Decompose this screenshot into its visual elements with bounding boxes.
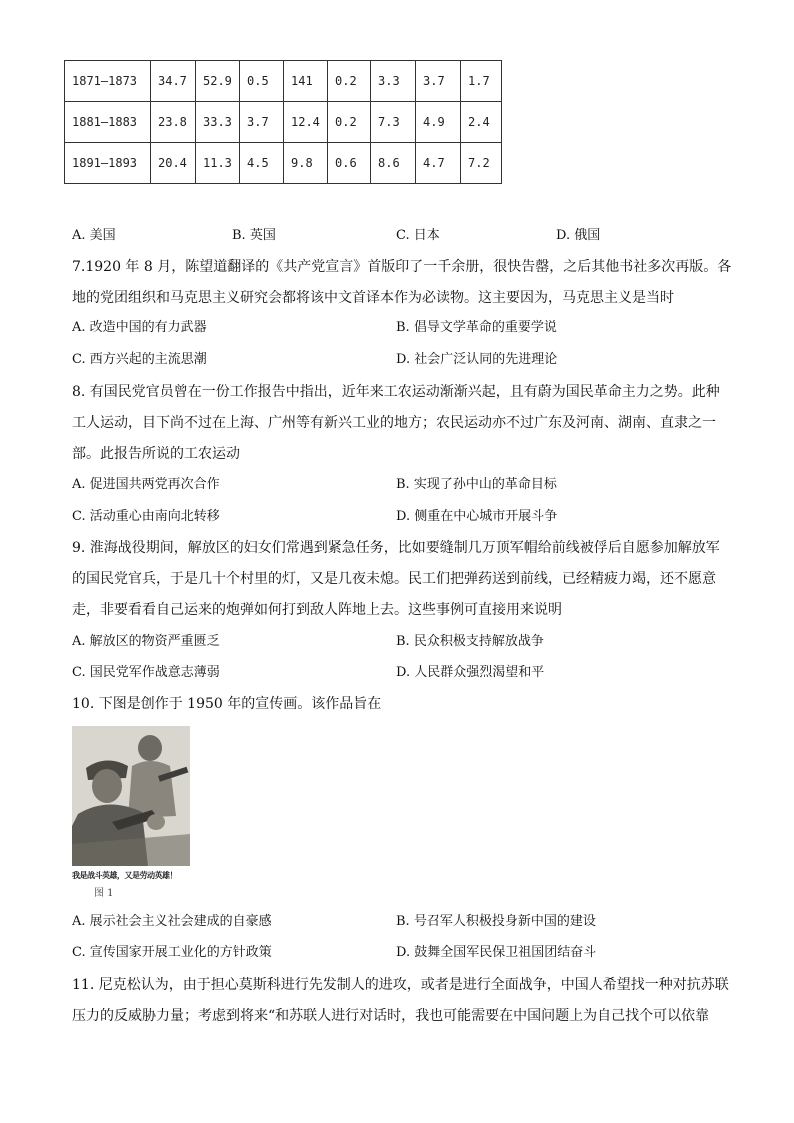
table-cell: 1.7	[461, 61, 502, 102]
table-cell: 1871—1873	[65, 61, 151, 102]
q6-option-b: B. 英国	[232, 228, 276, 243]
q8-option-a: A. 促进国共两党再次合作	[72, 477, 220, 492]
q7-stem-line: 7.1920 年 8 月，陈望道翻译的《共产党宣言》首版印了一千余册，很快告罄，之后其他书社多次再版。各	[72, 259, 732, 275]
q9-option-d: D. 人民群众强烈渴望和平	[396, 665, 545, 680]
q11-stem-line: 11. 尼克松认为，由于担心莫斯科进行先发制人的进攻，或者是进行全面战争，中国人希望找一种对抗苏联	[72, 977, 729, 993]
table-cell: 8.6	[371, 143, 416, 184]
q6-option-d: D. 俄国	[556, 228, 601, 243]
table-cell: 12.4	[284, 102, 328, 143]
table-cell: 1891—1893	[65, 143, 151, 184]
table-cell: 7.2	[461, 143, 502, 184]
q9-stem-line: 的国民党官兵，于是几十个村里的灯，又是几夜未熄。民工们把弹药送到前线，已经精疲力竭，还不愿意	[72, 571, 716, 587]
table-cell: 20.4	[151, 143, 196, 184]
q8-stem-line: 工人运动，目下尚不过在上海、广州等有新兴工业的地方；农民运动亦不过广东及河南、湖南、直隶之一	[72, 415, 716, 431]
q6-option-a: A. 美国	[72, 228, 116, 243]
table-cell: 4.7	[416, 143, 461, 184]
table-cell: 3.7	[416, 61, 461, 102]
table-cell: 33.3	[196, 102, 240, 143]
q10-option-c: C. 宣传国家开展工业化的方针政策	[72, 945, 272, 960]
propaganda-poster-image	[72, 726, 190, 866]
q9-stem-line: 9. 淮海战役期间，解放区的妇女们常遇到紧急任务，比如要缝制几万顶军帽给前线被俘后自愿参加解放军	[72, 540, 720, 556]
q8-option-b: B. 实现了孙中山的革命目标	[396, 477, 557, 492]
table-cell: 0.5	[240, 61, 284, 102]
table-row	[65, 102, 502, 143]
q9-option-b: B. 民众积极支持解放战争	[396, 634, 544, 649]
q10-stem-line: 10. 下图是创作于 1950 年的宣传画。该作品旨在	[72, 696, 382, 712]
table-cell: 3.3	[371, 61, 416, 102]
table-cell: 0.2	[328, 61, 371, 102]
table-cell: 52.9	[196, 61, 240, 102]
table-cell: 0.2	[328, 102, 371, 143]
q11-stem-line: 压力的反威胁力量；考虑到将来“和苏联人进行对话时，我也可能需要在中国问题上为自己找个可以依靠	[72, 1008, 710, 1024]
table-cell: 34.7	[151, 61, 196, 102]
table-cell: 4.9	[416, 102, 461, 143]
q10-option-d: D. 鼓舞全国军民保卫祖国团结奋斗	[396, 945, 597, 960]
q8-stem-line: 部。此报告所说的工农运动	[72, 446, 240, 462]
table-cell: 2.4	[461, 102, 502, 143]
q8-stem-line: 8. 有国民党官员曾在一份工作报告中指出，近年来工农运动渐渐兴起，且有蔚为国民革命主力之势。此种	[72, 384, 720, 400]
q10-option-a: A. 展示社会主义社会建成的自豪感	[72, 914, 272, 929]
q6-option-c: C. 日本	[396, 228, 440, 243]
q7-option-d: D. 社会广泛认同的先进理论	[396, 352, 558, 367]
table-cell: 11.3	[196, 143, 240, 184]
q7-stem-line: 地的党团组织和马克思主义研究会都将该中文首译本作为必读物。这主要因为，马克思主义是当时	[72, 290, 674, 306]
q7-option-a: A. 改造中国的有力武器	[72, 320, 207, 335]
table-cell: 7.3	[371, 102, 416, 143]
table-cell: 9.8	[284, 143, 328, 184]
table-cell: 141	[284, 61, 328, 102]
table-row	[65, 143, 502, 184]
q9-option-c: C. 国民党军作战意志薄弱	[72, 665, 220, 680]
q8-option-c: C. 活动重心由南向北转移	[72, 509, 220, 524]
table-cell: 3.7	[240, 102, 284, 143]
q8-option-d: D. 侧重在中心城市开展斗争	[396, 509, 558, 524]
table-row	[65, 61, 502, 102]
q7-option-b: B. 倡导文学革命的重要学说	[396, 320, 557, 335]
table-cell: 4.5	[240, 143, 284, 184]
q10-option-b: B. 号召军人积极投身新中国的建设	[396, 914, 596, 929]
table-cell: 23.8	[151, 102, 196, 143]
q9-option-a: A. 解放区的物资严重匮乏	[72, 634, 220, 649]
trade-share-table	[64, 60, 502, 184]
table-cell: 1881—1883	[65, 102, 151, 143]
figure-label: 图 1	[94, 888, 114, 899]
poster-caption: 我是战斗英雄，又是劳动英雄！	[72, 871, 177, 880]
q7-option-c: C. 西方兴起的主流思潮	[72, 352, 207, 367]
propaganda-poster-figure	[72, 726, 190, 899]
q9-stem-line: 走，非要看看自己运来的炮弹如何打到敌人阵地上去。这些事例可直接用来说明	[72, 602, 562, 618]
table-cell: 0.6	[328, 143, 371, 184]
